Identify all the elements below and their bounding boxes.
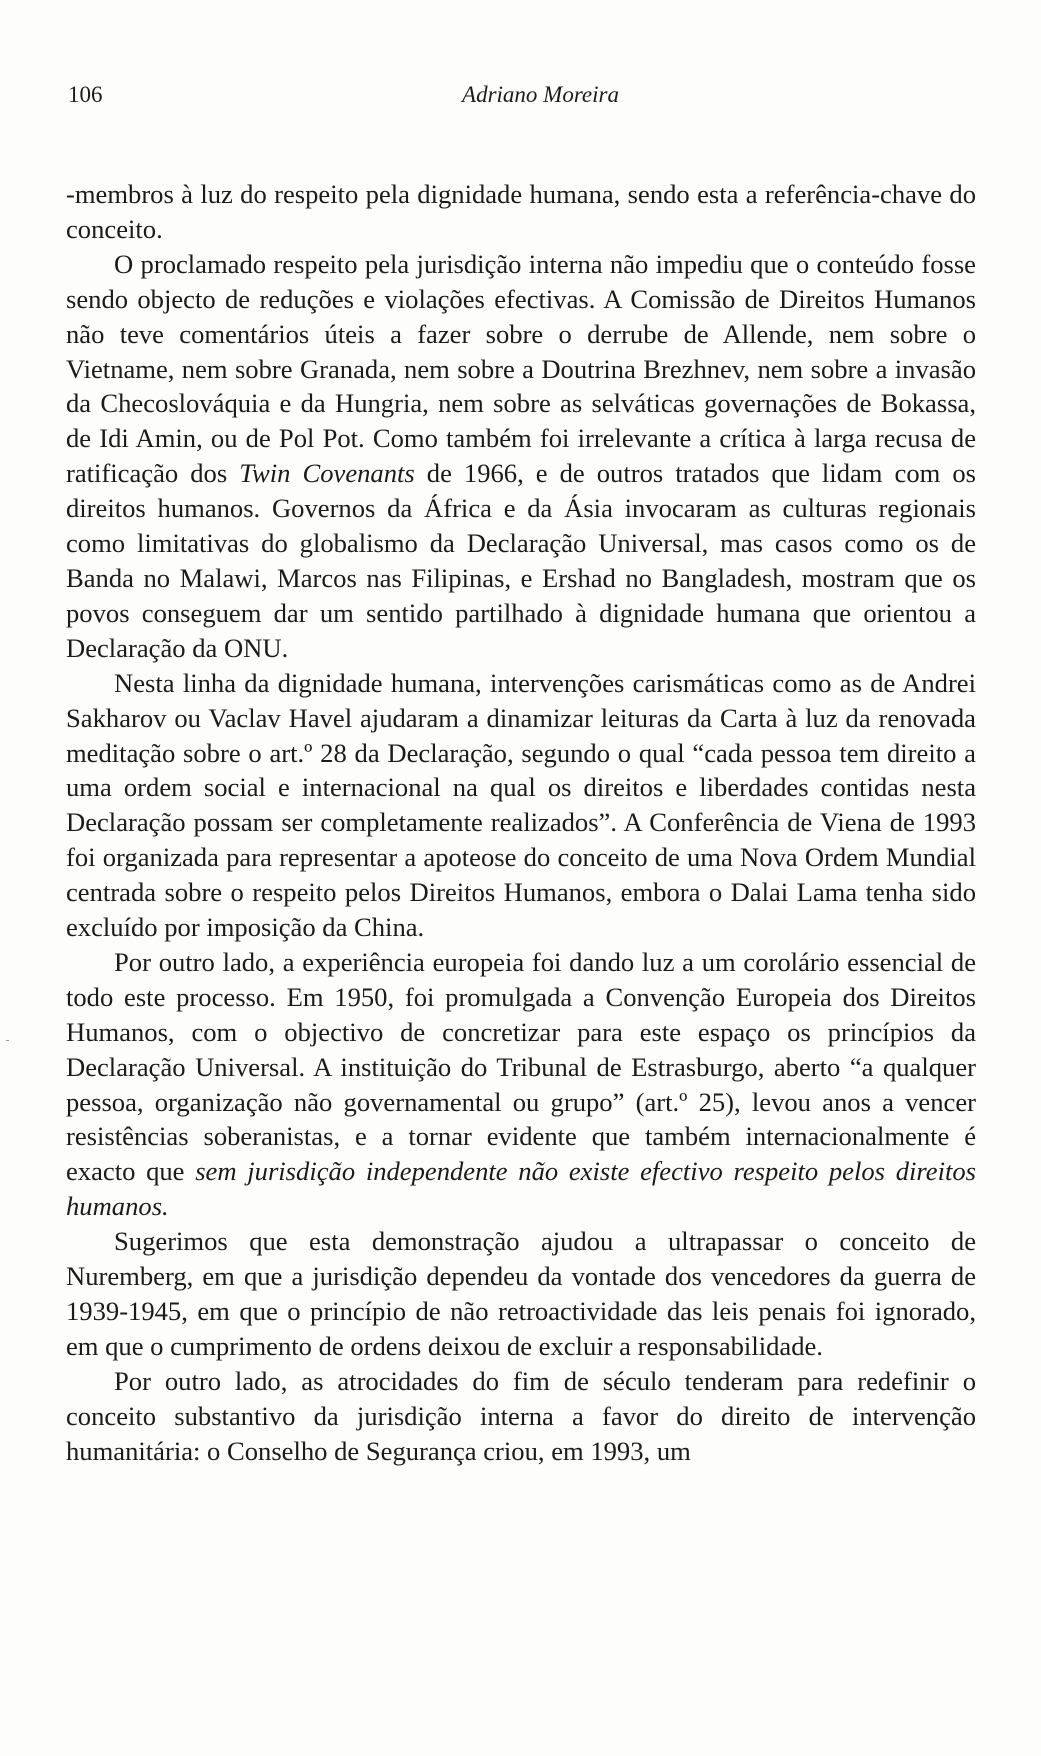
italic-text: Twin Covenants <box>239 458 415 489</box>
text-run: Por outro lado, a experiência europeia foi dando luz a um corolário essencial de todo este processo. Em 1950, foi promulgada a Convenção Europeia dos Direitos Humanos, com o objectivo de concretizar para este espaço os princípios da Declaração Universal. A instituição do Tribunal de Estrasburgo, aberto “a qualquer pessoa, organização não governamental ou grupo” (art.º 25), levou anos a vencer resistências soberanistas, e a tornar evidente que também internacionalmente é exacto que <box>66 946 976 1187</box>
italic-text: sem jurisdição independente não existe efectivo respeito pelos direitos humanos. <box>66 1156 976 1222</box>
body-text <box>66 177 976 1469</box>
text-run: Sugerimos que esta demonstração ajudou a ultrapassar o conceito de Nuremberg, em que a jurisdição dependeu da vontade dos vencedores da guerra de 1939-1945, em que o princípio de não retroactividade das leis penais foi ignorado, em que o cumprimento de ordens deixou de excluir a responsabilidade. <box>66 1226 976 1361</box>
text-run: Por outro lado, as atrocidades do fim de século tenderam para redefinir o conceito substantivo da jurisdição interna a favor do direito de intervenção humanitária: o Conselho de Segurança criou, em 1993, um <box>66 1365 976 1466</box>
text-run: de 1966, e de outros tratados que lidam com os direitos humanos. Governos da África e da Ásia invocaram as culturas regionais como limitativas do globalismo da Declaração Universal, mas casos como os de Banda no Malawi, Marcos nas Filipinas, e Ershad no Bangladesh, mostram que os povos conseguem dar um sentido partilhado à dignidade humana que orientou a Declaração da ONU. <box>66 458 976 663</box>
paragraph <box>66 1224 976 1364</box>
running-head: Adriano Moreira <box>462 82 619 107</box>
text-run: Nesta linha da dignidade humana, intervenções carismáticas como as de Andrei Sakharov ou Vaclav Havel ajudaram a dinamizar leituras da Carta à luz da renovada meditação sobre o art.º 28 da Declaração, segundo o qual “cada pessoa tem direito a uma ordem social e internacional na qual os direitos e liberdades contidas nesta Declaração possam ser completamente realizados”. A Conferência de Viena de 1993 foi organizada para representar a apoteose do conceito de uma Nova Ordem Mundial centrada sobre o respeito pelos Direitos Humanos, embora o Dalai Lama tenha sido excluído por imposição da China. <box>66 667 976 943</box>
text-run: -membros à luz do respeito pela dignidade humana, sendo esta a referência-chave do conceito. <box>66 179 976 244</box>
page-header <box>68 82 973 116</box>
paragraph <box>66 177 976 247</box>
margin-mark <box>6 1040 9 1041</box>
page-number: 106 <box>68 82 103 107</box>
paragraph <box>66 945 976 1224</box>
paragraph <box>66 247 976 666</box>
text-run: O proclamado respeito pela jurisdição interna não impediu que o conteúdo fosse sendo objecto de reduções e violações efectivas. A Comissão de Direitos Humanos não teve comentários úteis a fazer sobre o derrube de Allende, nem sobre o Vietname, nem sobre Granada, nem sobre a Doutrina Brezhnev, nem sobre a invasão da Checoslováquia e da Hungria, nem sobre as selváticas governações de Bokassa, de Idi Amin, ou de Pol Pot. Como também foi irrelevante a crítica à larga recusa de ratificação dos <box>66 248 976 489</box>
paragraph <box>66 666 976 945</box>
paragraph <box>66 1364 976 1469</box>
